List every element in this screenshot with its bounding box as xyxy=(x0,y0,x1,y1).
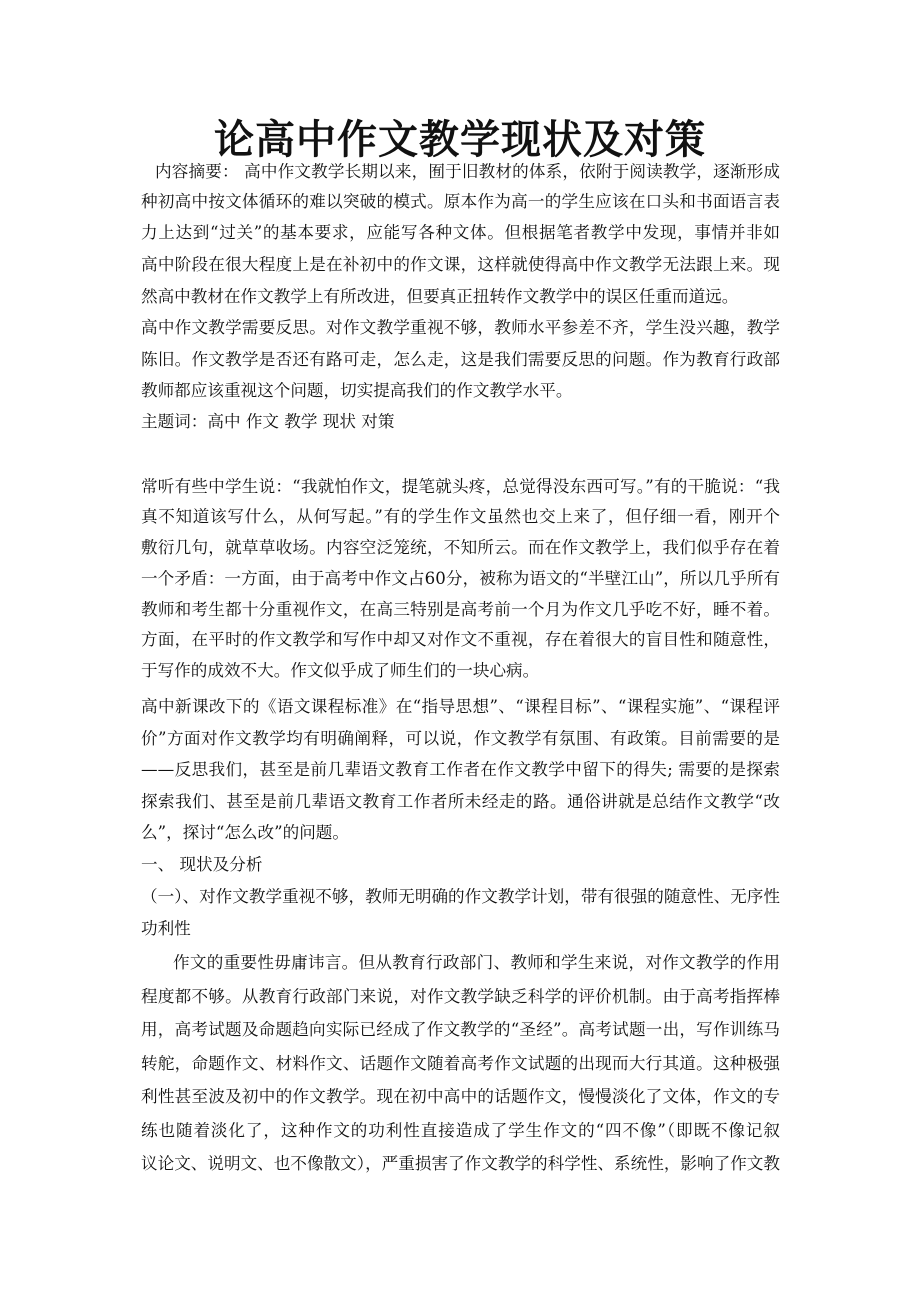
body-line: 探索我们、甚至是前几辈语文教育工作者所未经走的路。通俗讲就是总结作文教学“改 xyxy=(141,792,780,811)
abstract-line: 高中阶段在很大程度上是在补初中的作文课，这样就使得高中作文教学无法跟上来。现 xyxy=(141,255,780,274)
body-line: 议论文、说明文、也不像散文），严重损害了作文教学的科学性、系统性，影响了作文教 xyxy=(141,1154,780,1173)
subsection-heading: 功利性 xyxy=(141,919,191,938)
document-title: 论高中作文教学现状及对策 xyxy=(214,117,706,163)
body-line: 作文的重要性毋庸讳言。但从教育行政部门、教师和学生来说，对作文教学的作用 xyxy=(173,953,780,972)
abstract-line: 力上达到“过关”的基本要求，应能写各种文体。但根据笔者教学中发现，事情并非如 xyxy=(141,223,780,242)
abstract-p2-line: 高中作文教学需要反思。对作文教学重视不够，教师水平参差不齐，学生没兴趣，教学 xyxy=(141,318,780,337)
body-line: 敷衍几句，就草草收场。内容空泛笼统，不知所云。而在作文教学上，我们似乎存在着 xyxy=(141,538,780,557)
body-line: 教师和考生都十分重视作文，在高三特别是高考前一个月为作文几乎吃不好，睡不着。 xyxy=(141,600,780,619)
abstract-p2-line: 教师都应该重视这个问题，切实提高我们的作文教学水平。 xyxy=(141,381,573,400)
body-line: 转舵，命题作文、材料作文、话题作文随着高考作文试题的出现而大行其道。这种极强 xyxy=(141,1054,780,1073)
body-line: 练也随着淡化了，这种作文的功利性直接造成了学生作文的“四不像”（即既不像记叙 xyxy=(141,1121,780,1140)
body-line: 真不知道该写什么，从何写起。”有的学生作文虽然也交上来了，但仔细一看，刚开个 xyxy=(141,507,780,526)
body-line: 高中新课改下的《语文课程标准》在“指导思想”、“课程目标”、“课程实施”、“课程评 xyxy=(141,697,780,716)
body-line: 利性甚至波及初中的作文教学。现在初中高中的话题作文，慢慢淡化了文体，作文的专 xyxy=(141,1087,780,1106)
abstract-line: 然高中教材在作文教学上有所改进，但要真正扭转作文教学中的误区任重而道远。 xyxy=(141,287,739,306)
abstract-line: 种初高中按文体循环的难以突破的模式。原本作为高一的学生应该在口头和书面语言表 xyxy=(141,192,780,211)
body-line: 价”方面对作文教学均有明确阐释，可以说，作文教学有氛围、有政策。目前需要的是 xyxy=(141,729,780,748)
keywords: 主题词：高中 作文 教学 现状 对策 xyxy=(141,412,395,431)
body-line: ——反思我们，甚至是前几辈语文教育工作者在作文教学中留下的得失; 需要的是探索 xyxy=(141,760,780,779)
body-line: 用，高考试题及命题趋向实际已经成了作文教学的“圣经”。高考试题一出，写作训练马 xyxy=(141,1020,780,1039)
body-line: 于写作的成效不大。作文似乎成了师生们的一块心病。 xyxy=(141,661,540,680)
abstract-line: 内容摘要： 高中作文教学长期以来，囿于旧教材的体系，依附于阅读教学，逐渐形成 xyxy=(155,162,780,181)
body-line: 一个矛盾：一方面，由于高考中作文占60分，被称为语文的“半壁江山”，所以几乎所有 xyxy=(141,569,780,588)
body-line: 么”，探讨“怎么改”的问题。 xyxy=(141,823,349,842)
body-line: 程度都不够。从教育行政部门来说，对作文教学缺乏科学的评价机制。由于高考指挥棒 xyxy=(141,987,780,1006)
subsection-heading: （一）、对作文教学重视不够，教师无明确的作文教学计划，带有很强的随意性、无序性 xyxy=(141,887,780,906)
body-line: 方面，在平时的作文教学和写作中却又对作文不重视，存在着很大的盲目性和随意性， xyxy=(141,630,780,649)
abstract-p2-line: 陈旧。作文教学是否还有路可走，怎么走，这是我们需要反思的问题。作为教育行政部 xyxy=(141,350,780,369)
body-line: 常听有些中学生说：“我就怕作文，提笔就头疼，总觉得没东西可写。”有的干脆说：“我 xyxy=(141,477,780,496)
section-heading: 一、 现状及分析 xyxy=(141,855,263,874)
